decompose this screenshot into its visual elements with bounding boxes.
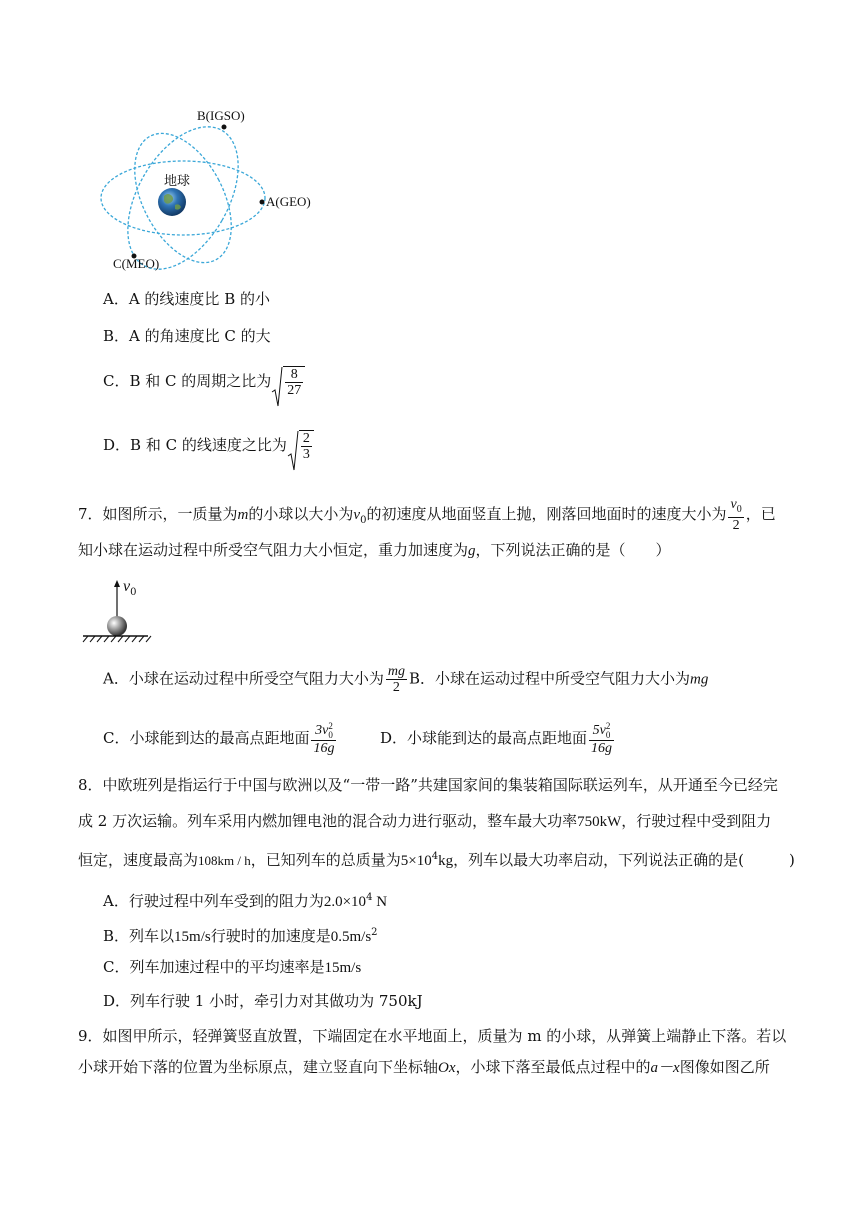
q7-options-ab: A．小球在运动过程中所受空气阻力大小为 $\frac{mg}{2}$ B．小球在运动过程中所受空气阻力大小为mg [103,664,709,695]
q6-option-d: D．B 和 C 的线速度之比为 $\frac{2}{3}$ [103,430,314,462]
sqrt-expression: $\frac{2}{3}$ [287,430,314,462]
orbit-figure [76,104,326,274]
label-earth: 地球 [164,174,191,189]
q8-option-a: A．行驶过程中列车受到的阻力为$2.0\times 10^4$ N [103,892,388,910]
q6-option-c: C．B 和 C 的周期之比为 $\frac{8}{27}$ [103,366,305,398]
ball-icon [107,616,127,636]
q7-line2: 知小球在运动过程中所受空气阻力大小恒定，重力加速度为g，下列说法正确的是（ ） [78,541,671,559]
q6-option-a: A．A 的线速度比 B 的小 [103,290,270,308]
q9-line1: 9．如图甲所示，轻弹簧竖直放置，下端固定在水平地面上，质量为 m 的小球，从弹簧上端静止下落。若以 [78,1027,787,1045]
earth-icon [158,188,186,216]
q7-option-c: C．小球能到达的最高点距地面 3v 2 0 16g [103,721,335,756]
q8-option-b: B．列车以15m/s行驶时的加速度是$0.5m/s^2$ [103,927,378,945]
q7-line1: 7．如图所示，一质量为m的小球以大小为$v_0$的初速度从地面竖直上抛，刚落回地面时的速度大小为 $\frac{v_0}{2}$ ，已 [78,497,776,533]
label-a: A(GEO) [266,194,311,209]
q8-option-c: C．列车加速过程中的平均速率是15m/s [103,958,362,976]
q8-option-d: D．列车行驶 1 小时，牵引力对其做功为 750kJ [103,992,423,1010]
q8-line1: 8．中欧班列是指运行于中国与欧洲以及“一带一路”共建国家间的集装箱国际联运列车，从开通至今已经完 [78,776,778,794]
sqrt-expression: $\frac{8}{27}$ [271,366,305,398]
q8-line3: 恒定，速度最高为108km / h，已知列车的总质量为$5\times 10^4kg$，列车以最大功率启动，下列说法正确的是( ) [78,851,795,869]
satellite-a [260,200,265,205]
ball-figure [80,576,155,646]
q6-option-b: B．A 的角速度比 C 的大 [103,327,271,345]
satellite-b [222,125,227,130]
q8-line2: 成 2 万次运输。列车采用内燃加锂电池的混合动力进行驱动，整车最大功率750kW，行驶过程中受到阻力 [78,812,772,830]
label-c: C(MEO) [113,256,160,271]
igso-orbit [105,108,261,274]
label-b: B(IGSO) [197,108,245,123]
v0-label: $v_0$ [123,578,137,599]
arrow-up-icon [114,580,120,587]
q7-option-d: D．小球能到达的最高点距地面 5v 2 0 16g [380,721,613,756]
q9-line2: 小球开始下落的位置为坐标原点，建立竖直向下坐标轴Ox，小球下落至最低点过程中的a－x图像如图乙所 [78,1058,770,1076]
